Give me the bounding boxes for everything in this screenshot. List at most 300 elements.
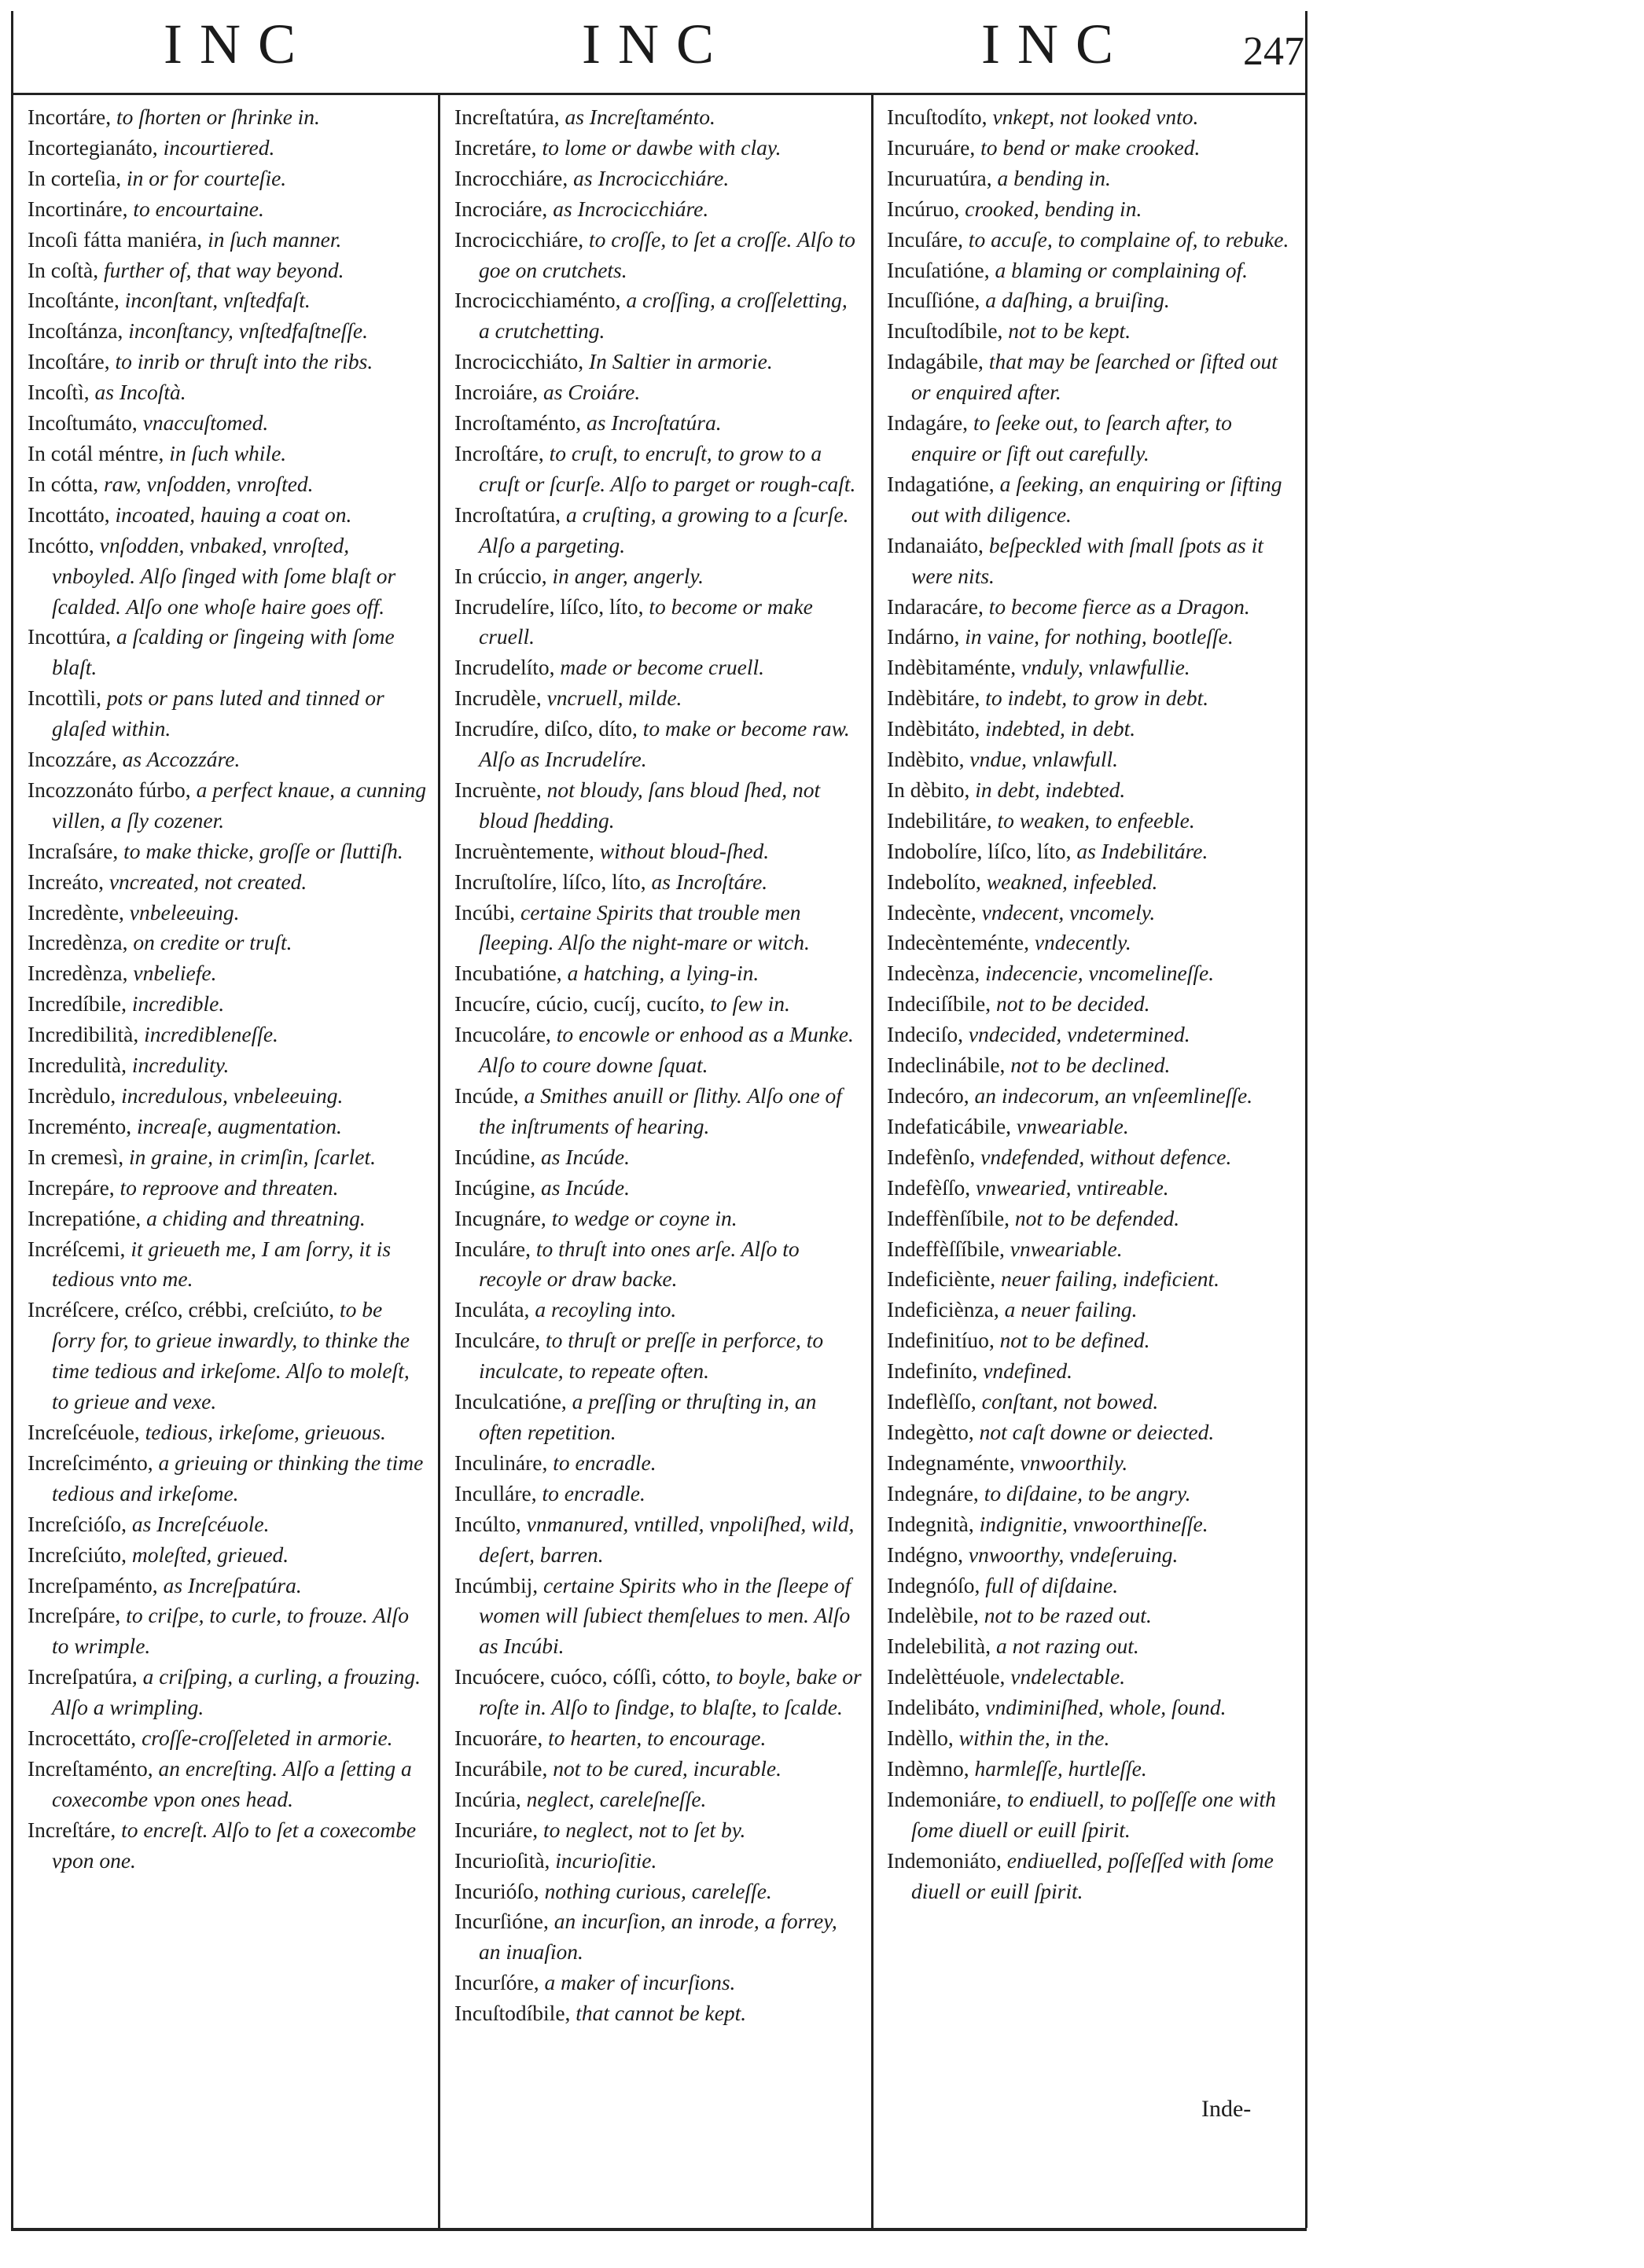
entry-definition: certaine Spirits that trouble men ſleeping. Alſo the night-mare or witch.	[479, 899, 810, 955]
entry-headword: Incoſtáre,	[28, 349, 116, 374]
entry-headword: Incruèntemente,	[454, 838, 600, 863]
entry-definition: incredible.	[131, 991, 225, 1016]
dictionary-entry	[887, 1050, 1297, 1081]
entry-definition: indebted, in debt.	[985, 716, 1136, 741]
dictionary-entry	[28, 1448, 430, 1509]
dictionary-entry	[28, 1295, 430, 1417]
dictionary-entry	[28, 1509, 430, 1540]
entry-headword: Indeficiènza,	[887, 1297, 1005, 1322]
entry-headword: Incucíre, cúcio, cucíj, cucíto,	[454, 991, 711, 1016]
entry-definition: not to be decided.	[995, 991, 1150, 1016]
entry-headword: Incuſáre,	[887, 226, 969, 252]
dictionary-entry	[454, 1998, 863, 2029]
entry-definition: to become or make cruell.	[479, 594, 813, 649]
page-number: 247	[1243, 29, 1304, 74]
entry-definition: not to be razed out.	[984, 1603, 1152, 1628]
entry-definition: incourtiered.	[163, 134, 275, 160]
entry-headword: Indefènſo,	[887, 1144, 981, 1169]
dictionary-entry	[28, 255, 430, 286]
dictionary-entry	[28, 836, 430, 867]
entry-headword: Incúruo,	[887, 196, 965, 221]
dictionary-entry	[454, 1448, 863, 1479]
entry-definition: not to be cured, incurable.	[553, 1755, 782, 1781]
entry-headword: Incuſtodíbile,	[887, 318, 1009, 344]
entry-headword: Indagábile,	[887, 349, 989, 374]
entry-definition: neglect, careleſneſſe.	[526, 1786, 707, 1811]
entry-headword: Incúbi,	[454, 899, 521, 924]
entry-definition: conſtant, not bowed.	[981, 1389, 1159, 1414]
entry-definition: a not razing out.	[995, 1634, 1139, 1659]
column-rule-2	[871, 94, 873, 2229]
entry-headword: Indefèſſo,	[887, 1174, 976, 1200]
dictionary-entry	[28, 1601, 430, 1662]
entry-definition: weakned, infeebled.	[986, 869, 1158, 894]
entry-definition: a recoyling into.	[535, 1297, 677, 1322]
entry-headword: Inculcáre,	[454, 1328, 546, 1353]
entry-headword: Incrèdulo,	[28, 1083, 122, 1108]
entry-definition: in vaine, for nothing, bootleſſe.	[965, 624, 1234, 649]
entry-headword: Indebilitáre,	[887, 807, 998, 833]
dictionary-entry	[454, 836, 863, 867]
entry-headword: Indèbitáre,	[887, 686, 986, 711]
entry-headword: Incuſtodíto,	[887, 105, 993, 129]
dictionary-entry	[887, 1693, 1297, 1723]
entry-headword: Incúde,	[454, 1083, 524, 1108]
entry-headword: Increménto,	[28, 1113, 137, 1138]
entry-definition: vnwearied, vntireable.	[976, 1174, 1169, 1200]
entry-headword: Indeffènſíbile,	[887, 1205, 1015, 1230]
column-3	[887, 102, 1297, 1906]
entry-definition: incredibleneſſe.	[144, 1022, 278, 1047]
entry-headword: Increſcióſo,	[28, 1511, 132, 1536]
dictionary-entry	[887, 989, 1297, 1020]
entry-headword: Incoſtánza,	[28, 318, 129, 344]
dictionary-entry	[454, 1754, 863, 1785]
entry-definition: as Incrocicchiáre.	[553, 196, 709, 221]
dictionary-entry	[887, 1112, 1297, 1142]
dictionary-entry	[887, 652, 1297, 683]
entry-definition: in graine, in crimſin, ſcarlet.	[129, 1144, 376, 1169]
entry-headword: Increſciúto,	[28, 1542, 132, 1567]
entry-headword: Indecènza,	[887, 961, 986, 986]
dictionary-entry	[28, 1173, 430, 1204]
entry-definition: vnaccuſtomed.	[142, 410, 269, 436]
dictionary-entry	[28, 225, 430, 255]
entry-definition: beſpeckled with ſmall ſpots as it were nits.	[911, 532, 1263, 588]
entry-definition: in or for courteſie.	[126, 165, 287, 190]
entry-definition: that may be ſearched or ſifted out or enquired after.	[911, 349, 1278, 405]
dictionary-entry	[28, 102, 430, 133]
dictionary-entry	[887, 164, 1297, 194]
dictionary-entry	[454, 347, 863, 377]
entry-definition: vndefended, without defence.	[980, 1144, 1232, 1169]
entry-headword: Incurſóre,	[454, 1970, 545, 1995]
entry-definition: to bend or make crooked.	[980, 134, 1201, 160]
entry-headword: Indèmno,	[887, 1755, 975, 1781]
dictionary-entry	[28, 867, 430, 898]
dictionary-entry	[454, 1142, 863, 1173]
dictionary-entry	[887, 836, 1297, 867]
dictionary-entry	[887, 285, 1297, 316]
entry-headword: Incottúra,	[28, 624, 117, 649]
entry-definition: vndelectable.	[1010, 1664, 1126, 1689]
dictionary-entry	[28, 1723, 430, 1754]
entry-definition: vnbeleeuing.	[129, 899, 240, 924]
entry-definition: certaine Spirits who in the ſleepe of women will ſubiect themſelues to men. Alſo as Incúbi.	[479, 1572, 851, 1659]
dictionary-entry	[454, 1662, 863, 1723]
entry-headword: Incúmbij,	[454, 1572, 544, 1597]
entry-definition: incurioſitie.	[555, 1847, 657, 1873]
entry-definition: vnbeliefe.	[133, 961, 217, 986]
entry-headword: Incubatióne,	[454, 961, 568, 986]
entry-headword: Incrudelíre, líſco, líto,	[454, 594, 649, 619]
entry-definition: as Incroſtatúra.	[587, 410, 722, 436]
entry-definition: to encradle.	[542, 1480, 645, 1505]
entry-definition: a maker of incurſions.	[544, 1970, 736, 1995]
entry-definition: an encreſting. Alſo a ſetting a coxecombe vpon ones head.	[52, 1755, 412, 1811]
entry-headword: Incuruáre,	[887, 134, 981, 160]
entry-headword: Incréſcere, créſco, crébbi, creſciúto,	[28, 1297, 340, 1322]
entry-definition: to criſpe, to curle, to frouze. Alſo to wrimple.	[52, 1603, 409, 1659]
dictionary-entry	[887, 1142, 1297, 1173]
footer-rule	[11, 2228, 1307, 2231]
entry-headword: Incredènza,	[28, 930, 134, 955]
entry-definition: as Incúde.	[540, 1174, 630, 1200]
entry-definition: as Increſpatúra.	[163, 1572, 302, 1597]
entry-headword: Incozzonáto fúrbo,	[28, 777, 197, 802]
entry-definition: as Accozzáre.	[122, 747, 241, 772]
dictionary-entry	[28, 1417, 430, 1448]
entry-definition: not to be declined.	[1010, 1053, 1171, 1078]
column-rule-1	[438, 94, 440, 2229]
entry-headword: Indeciſo,	[887, 1022, 969, 1047]
entry-headword: Indelibáto,	[887, 1695, 986, 1720]
entry-headword: Indefaticábile,	[887, 1113, 1017, 1138]
entry-headword: Increſcéuole,	[28, 1419, 145, 1444]
entry-definition: to encreſt. Alſo to ſet a coxecombe vpon one.	[52, 1817, 417, 1873]
dictionary-entry	[887, 1509, 1297, 1540]
dictionary-entry	[887, 1540, 1297, 1571]
entry-headword: Indeflèſſo,	[887, 1389, 982, 1414]
dictionary-entry	[28, 531, 430, 623]
entry-definition: increaſe, augmentation.	[136, 1113, 342, 1138]
dictionary-entry	[887, 1356, 1297, 1387]
dictionary-entry	[454, 164, 863, 194]
entry-definition: as Incúde.	[540, 1144, 630, 1169]
dictionary-entry	[887, 255, 1297, 286]
entry-headword: Incoſtì,	[28, 380, 95, 405]
dictionary-entry	[454, 1325, 863, 1387]
dictionary-entry	[454, 194, 863, 225]
entry-headword: In dèbito,	[887, 777, 976, 802]
entry-headword: Inculláre,	[454, 1480, 542, 1505]
entry-headword: Increſtaménto,	[28, 1755, 159, 1781]
dictionary-entry	[28, 1142, 430, 1173]
dictionary-entry	[887, 1754, 1297, 1785]
catchword: Inde-	[1201, 2096, 1252, 2122]
dictionary-entry	[887, 744, 1297, 775]
dictionary-entry	[28, 408, 430, 439]
entry-headword: Incurióſo,	[454, 1878, 545, 1903]
entry-definition: to accuſe, to complaine of, to rebuke.	[968, 226, 1289, 252]
entry-definition: to weaken, to enfeeble.	[997, 807, 1195, 833]
entry-definition: a chiding and threatning.	[146, 1205, 366, 1230]
entry-headword: Incrocicchiáre,	[454, 226, 589, 252]
entry-definition: not to be defended.	[1014, 1205, 1180, 1230]
dictionary-entry	[887, 1601, 1297, 1631]
dictionary-entry	[28, 744, 430, 775]
dictionary-entry	[454, 1387, 863, 1448]
dictionary-entry	[887, 958, 1297, 989]
dictionary-entry	[887, 683, 1297, 714]
dictionary-entry	[28, 1020, 430, 1050]
dictionary-entry	[28, 133, 430, 164]
entry-definition: vnweariable.	[1010, 1236, 1123, 1261]
entry-headword: Indegnóſo,	[887, 1572, 986, 1597]
entry-definition: to boyle, bake or roſte in. Alſo to ſindge, to blaſte, to ſcalde.	[479, 1664, 862, 1720]
entry-headword: Incurſióne,	[454, 1909, 554, 1934]
dictionary-entry	[28, 1081, 430, 1112]
dictionary-entry	[887, 316, 1297, 347]
entry-definition: a cruſting, a growing to a ſcurſe. Alſo a pargeting.	[479, 502, 849, 557]
dictionary-entry	[454, 102, 863, 133]
entry-headword: Inculáta,	[454, 1297, 535, 1322]
entry-definition: incredulity.	[131, 1053, 230, 1078]
dictionary-entry	[454, 1846, 863, 1877]
dictionary-entry	[887, 469, 1297, 531]
entry-headword: Increſtáre,	[28, 1817, 122, 1842]
dictionary-entry	[28, 469, 430, 500]
entry-headword: Increſtatúra,	[454, 105, 565, 129]
entry-definition: as Indebilitáre.	[1076, 838, 1208, 863]
entry-definition: croſſe-croſſeleted in armorie.	[142, 1726, 393, 1751]
dictionary-entry	[454, 1081, 863, 1142]
entry-definition: to diſdaine, to be angry.	[984, 1480, 1191, 1505]
dictionary-entry	[454, 958, 863, 989]
dictionary-entry	[887, 1571, 1297, 1601]
dictionary-entry	[887, 928, 1297, 958]
entry-headword: Incúlto,	[454, 1511, 527, 1536]
entry-headword: In cotál méntre,	[28, 440, 170, 465]
entry-definition: a croſſing, a croſſeletting, a crutchetting.	[479, 288, 848, 344]
entry-definition: further of, that way beyond.	[103, 257, 344, 282]
entry-headword: Indagáre,	[887, 410, 973, 436]
dictionary-entry	[454, 1204, 863, 1234]
dictionary-entry	[28, 1754, 430, 1815]
entry-headword: Incoſtumáto,	[28, 410, 143, 436]
entry-definition: incredulous, vnbeleeuing.	[121, 1083, 344, 1108]
entry-definition: a bending in.	[997, 165, 1111, 190]
entry-headword: Inculcatióne,	[454, 1389, 572, 1414]
entry-definition: vndue, vnlawfull.	[969, 747, 1119, 772]
entry-definition: to croſſe, to ſet a croſſe. Alſo to goe on crutchets.	[479, 226, 855, 282]
column-2	[454, 102, 863, 2029]
entry-definition: pots or pans luted and tinned or glaſed within.	[52, 686, 384, 741]
entry-headword: Indeciſíbile,	[887, 991, 996, 1016]
entry-headword: Incrocchiáre,	[454, 165, 574, 190]
dictionary-entry	[887, 775, 1297, 806]
entry-headword: Incruſtolíre, líſco, líto,	[454, 869, 652, 894]
dictionary-entry	[887, 714, 1297, 744]
entry-headword: Incrocicchiaménto,	[454, 288, 627, 313]
entry-headword: Indefinitíuo,	[887, 1328, 1000, 1353]
dictionary-entry	[887, 1295, 1297, 1325]
entry-definition: a perfect knaue, a cunning villen, a ſly cozener.	[52, 777, 427, 833]
entry-headword: Indeffèſſíbile,	[887, 1236, 1010, 1261]
entry-headword: In coſtà,	[28, 257, 104, 282]
entry-definition: a Smithes anuill or ſlithy. Alſo one of the inſtruments of hearing.	[479, 1083, 842, 1138]
entry-definition: made or become cruell.	[560, 655, 765, 680]
entry-headword: Incretáre,	[454, 134, 542, 160]
entry-headword: Incuriáre,	[454, 1817, 543, 1842]
entry-headword: Increſciménto,	[28, 1450, 159, 1475]
entry-definition: an incurſion, an inrode, a forrey, an inuaſion.	[479, 1909, 837, 1965]
entry-headword: Indèbitáto,	[887, 716, 986, 741]
dictionary-entry	[887, 1204, 1297, 1234]
dictionary-entry	[887, 1785, 1297, 1846]
entry-definition: to be ſorry for, to grieue inwardly, to thinke the time tedious and irkeſome. Alſo to moleſt, to grieue and vexe.	[52, 1297, 410, 1414]
dictionary-entry	[28, 683, 430, 744]
dictionary-entry	[887, 867, 1297, 898]
dictionary-entry	[887, 1631, 1297, 1662]
dictionary-entry	[28, 775, 430, 836]
dictionary-entry	[454, 377, 863, 408]
entry-headword: Indegnáre,	[887, 1480, 984, 1505]
entry-headword: Incortáre,	[28, 105, 116, 129]
header-center: INC	[582, 13, 731, 75]
entry-headword: Indobolíre, líſco, líto,	[887, 838, 1077, 863]
dictionary-entry	[887, 1081, 1297, 1112]
right-border-rule	[1305, 11, 1307, 2228]
entry-definition: to ſew in.	[710, 991, 790, 1016]
entry-headword: In corteſia,	[28, 165, 127, 190]
entry-headword: Incroſtatúra,	[454, 502, 567, 527]
dictionary-entry	[454, 683, 863, 714]
entry-definition: to cruſt, to encruſt, to grow to a cruſt or ſcurſe. Alſo to parget or rough-caſt.	[479, 440, 856, 496]
entry-headword: Inculáre,	[454, 1236, 536, 1261]
entry-definition: indecencie, vncomelineſſe.	[985, 961, 1215, 986]
entry-definition: a daſhing, a bruiſing.	[985, 288, 1170, 313]
dictionary-entry	[887, 1846, 1297, 1907]
dictionary-entry	[887, 1417, 1297, 1448]
entry-definition: nothing curious, careleſſe.	[544, 1878, 772, 1903]
dictionary-entry	[454, 1877, 863, 1907]
entry-definition: to wedge or coyne in.	[551, 1205, 737, 1230]
entry-headword: Indecènte,	[887, 899, 982, 924]
entry-headword: Incroſtaménto,	[454, 410, 587, 436]
entry-headword: Indegnità,	[887, 1511, 980, 1536]
dictionary-entry	[28, 958, 430, 989]
entry-definition: full of diſdaine.	[985, 1572, 1119, 1597]
entry-definition: crooked, bending in.	[965, 196, 1142, 221]
dictionary-entry	[887, 1662, 1297, 1693]
dictionary-entry	[28, 1234, 430, 1296]
entry-headword: Incozzáre,	[28, 747, 123, 772]
dictionary-entry	[28, 439, 430, 469]
entry-headword: Incroſtáre,	[454, 440, 550, 465]
entry-definition: indignitie, vnwoorthineſſe.	[979, 1511, 1208, 1536]
dictionary-entry	[28, 377, 430, 408]
entry-headword: Indelèbile,	[887, 1603, 984, 1628]
dictionary-entry	[454, 1723, 863, 1754]
dictionary-entry	[28, 285, 430, 316]
entry-definition: to encourtaine.	[133, 196, 264, 221]
dictionary-entry	[454, 989, 863, 1020]
dictionary-entry	[454, 500, 863, 561]
entry-headword: Indèbito,	[887, 747, 970, 772]
dictionary-entry	[28, 898, 430, 928]
entry-definition: in debt, indebted.	[975, 777, 1126, 802]
dictionary-entry	[454, 439, 863, 500]
entry-headword: Incurábile,	[454, 1755, 554, 1781]
entry-headword: Increpatióne,	[28, 1205, 147, 1230]
entry-definition: to inrib or thruſt into the ribs.	[115, 349, 373, 374]
dictionary-entry	[454, 1479, 863, 1509]
entry-headword: Incruènte,	[454, 777, 547, 802]
entry-definition: to reproove and threaten.	[120, 1174, 339, 1200]
entry-definition: harmleſſe, hurtleſſe.	[974, 1755, 1147, 1781]
entry-headword: Indecènteménte,	[887, 930, 1035, 955]
dictionary-entry	[887, 1020, 1297, 1050]
entry-definition: to neglect, not to ſet by.	[542, 1817, 746, 1842]
dictionary-entry	[454, 1234, 863, 1296]
dictionary-entry	[28, 316, 430, 347]
entry-headword: Incortegianáto,	[28, 134, 164, 160]
dictionary-entry	[28, 1112, 430, 1142]
entry-headword: Indagatióne,	[887, 471, 1000, 496]
entry-headword: Incuoráre,	[454, 1726, 549, 1751]
dictionary-entry	[887, 408, 1297, 469]
entry-definition: a blaming or complaining of.	[995, 257, 1249, 282]
entry-headword: Increpáre,	[28, 1174, 120, 1200]
entry-definition: a hatching, a lying-in.	[567, 961, 759, 986]
entry-headword: Incótto,	[28, 532, 100, 557]
entry-definition: as Croiáre.	[542, 380, 641, 405]
entry-definition: to encowle or enhood as a Munke. Alſo to coure downe ſquat.	[479, 1022, 854, 1078]
entry-headword: Incoſi fátta maniéra,	[28, 226, 208, 252]
entry-headword: Incredíbile,	[28, 991, 132, 1016]
entry-definition: in ſuch while.	[169, 440, 287, 465]
dictionary-entry	[887, 347, 1297, 408]
entry-headword: Indelèttéuole,	[887, 1664, 1011, 1689]
dictionary-entry	[28, 347, 430, 377]
dictionary-entry	[454, 898, 863, 959]
entry-definition: to encradle.	[553, 1450, 656, 1475]
entry-headword: Incuruatúra,	[887, 165, 998, 190]
dictionary-entry	[454, 1785, 863, 1815]
dictionary-entry	[454, 714, 863, 775]
dictionary-entry	[454, 1968, 863, 1998]
entry-headword: Incugnáre,	[454, 1205, 552, 1230]
dictionary-entry	[887, 806, 1297, 836]
entry-definition: in anger, angerly.	[552, 563, 704, 588]
dictionary-entry	[887, 1387, 1297, 1417]
entry-headword: Incuſtodíbile,	[454, 2001, 576, 2026]
dictionary-entry	[28, 194, 430, 225]
entry-headword: Indanaiáto,	[887, 532, 989, 557]
entry-definition: to make thicke, groſſe or ſluttiſh.	[123, 838, 403, 863]
entry-headword: Incredibilità,	[28, 1022, 145, 1047]
entry-definition: in ſuch manner.	[208, 226, 342, 252]
entry-headword: Incrocettáto,	[28, 1726, 142, 1751]
dictionary-entry	[887, 194, 1297, 225]
entry-headword: Incúgine,	[454, 1174, 541, 1200]
dictionary-entry	[887, 102, 1297, 133]
dictionary-entry	[454, 1020, 863, 1081]
entry-definition: a ſeeking, an enquiring or ſifting out with diligence.	[911, 471, 1282, 527]
entry-definition: not to be kept.	[1008, 318, 1131, 344]
entry-definition: to ſeeke out, to ſearch after, to enquire or ſift out carefully.	[911, 410, 1232, 465]
